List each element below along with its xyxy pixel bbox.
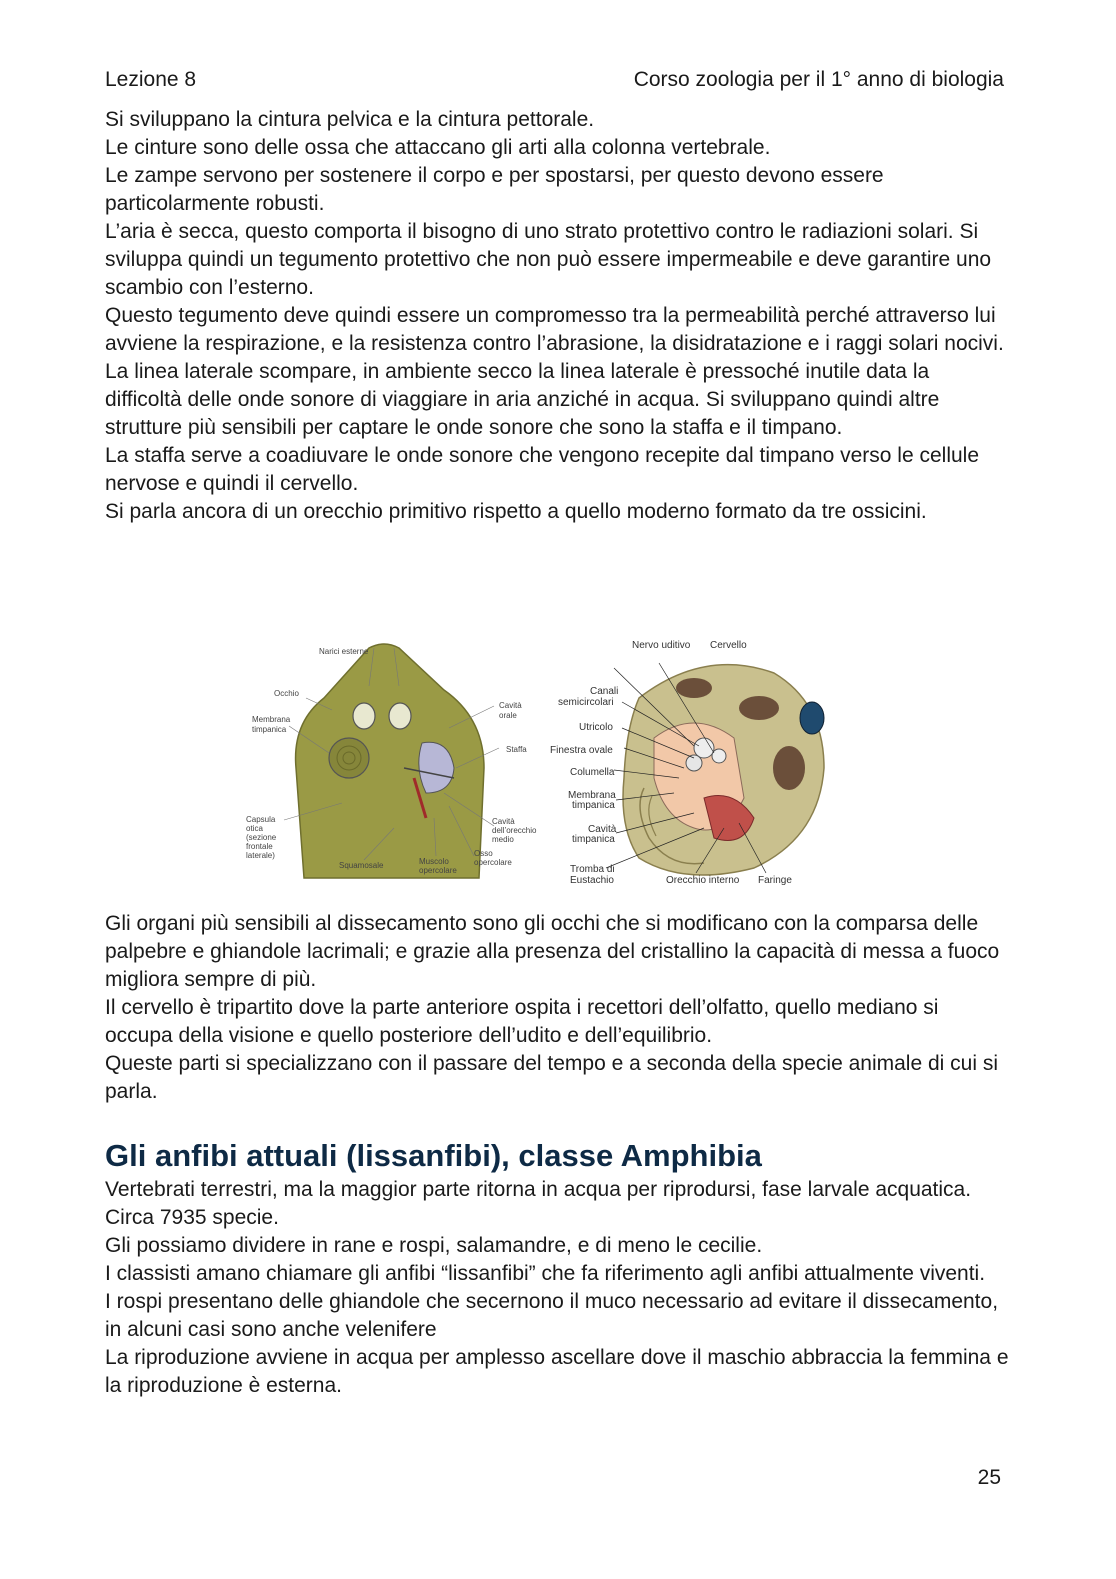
body-text-top: [105, 106, 1010, 526]
body-text-bottom: [105, 1176, 1010, 1400]
label-cavita-orale-l2: orale: [499, 711, 517, 720]
label-utricolo: Utricolo: [579, 722, 613, 733]
paragraph: Vertebrati terrestri, ma la maggior parte ritorna in acqua per riprodursi, fase larvale acquatica. Circa 7935 specie.: [105, 1178, 972, 1229]
label-staffa: Staffa: [506, 745, 527, 754]
paragraph: Le cinture sono delle ossa che attaccano gli arti alla colonna vertebrale.: [105, 136, 771, 159]
label-tromba-l1: Tromba di: [570, 864, 615, 875]
label-capsula-l1: Capsula: [246, 815, 276, 824]
label-muscolo-l1: Muscolo: [419, 857, 449, 866]
label-capsula-l2: otica: [246, 824, 263, 833]
label-squamoso: Squamosale: [339, 861, 384, 870]
label-cavita-l1: Cavità: [588, 824, 617, 835]
label-muscolo-l2: opercolare: [419, 866, 457, 875]
label-membrana-l2: timpanica: [572, 800, 615, 811]
body-text-middle: [105, 910, 1010, 1106]
paragraph: I classisti amano chiamare gli anfibi “lissanfibi” che fa riferimento agli anfibi attualmente viventi.: [105, 1262, 986, 1285]
label-membrana-l2: timpanica: [252, 725, 287, 734]
label-cavita-l2: timpanica: [572, 834, 615, 845]
label-capsula-l3: (sezione: [246, 833, 277, 842]
header-lesson: Lezione 8: [105, 68, 197, 91]
label-cavita-orecchio-l2: dell’orecchio: [492, 826, 537, 835]
paragraph: Gli possiamo dividere in rane e rospi, salamandre, e di meno le cecilie.: [105, 1234, 763, 1257]
paragraph: Il cervello è tripartito dove la parte anteriore ospita i recettori dell’olfatto, quello mediano si occupa della visione e quello posteriore dell’udito e dell’equilibrio.: [105, 996, 939, 1047]
label-faringe: Faringe: [758, 875, 792, 886]
label-capsula-l5: laterale): [246, 851, 275, 860]
label-nervo: Nervo uditivo: [632, 640, 691, 651]
label-orecchio-interno: Orecchio interno: [666, 875, 740, 886]
label-osso-l2: opercolare: [474, 858, 512, 867]
frog-ear-figure: [544, 628, 829, 890]
frog-head-section-figure: [244, 628, 539, 880]
ear-figures: [244, 628, 829, 890]
label-cavita-orale-l1: Cavità: [499, 701, 522, 710]
paragraph: Queste parti si specializzano con il passare del tempo e a seconda della specie animale di cui si parla.: [105, 1052, 998, 1103]
paragraph: Si parla ancora di un orecchio primitivo rispetto a quello moderno formato da tre ossicini.: [105, 500, 927, 523]
paragraph: La linea laterale scompare, in ambiente secco la linea laterale è pressoché inutile data la difficoltà delle onde sonore di viaggiare in aria anziché in acqua. Si sviluppano quindi altre strutture più sensibili per captare le onde sonore che sono la staffa e il timpano.: [105, 360, 940, 439]
paragraph: I rospi presentano delle ghiandole che secernono il muco necessario ad evitare il dissecamento, in alcuni casi sono anche velenifere: [105, 1290, 999, 1341]
paragraph: Le zampe servono per sostenere il corpo e per spostarsi, per questo devono essere particolarmente robusti.: [105, 164, 884, 215]
paragraph: Si sviluppano la cintura pelvica e la cintura pettorale.: [105, 108, 595, 131]
frog-ear-diagram: [544, 628, 829, 890]
label-cervello: Cervello: [710, 640, 747, 651]
label-canali-l1: Canali: [590, 686, 619, 697]
label-canali-l2: semicircolari: [558, 697, 614, 708]
label-columella: Columella: [570, 767, 615, 778]
label-osso-l1: Osso: [474, 849, 493, 858]
label-occhio: Occhio: [274, 689, 299, 698]
page-number: 25: [977, 1466, 1001, 1489]
header-course: Corso zoologia per il 1° anno di biologia: [633, 68, 1004, 91]
label-narici: Narici esterne: [319, 647, 369, 656]
label-membrana-l1: Membrana: [252, 715, 291, 724]
paragraph: Gli organi più sensibili al dissecamento sono gli occhi che si modificano con la comparsa delle palpebre e ghiandole lacrimali; e grazie alla presenza del cristallino la capacità di messa a fuoco migliora sempre di più.: [105, 912, 1000, 991]
label-membrana-l1: Membrana: [568, 790, 616, 801]
paragraph: La staffa serve a coadiuvare le onde sonore che vengono recepite dal timpano verso le cellule nervose e quindi il cervello.: [105, 444, 980, 495]
paragraph: L’aria è secca, questo comporta il bisogno di uno strato protettivo contro le radiazioni solari. Si sviluppa quindi un tegumento protettivo che non può essere impermeabile e deve garantire uno scambio con l’esterno.: [105, 220, 992, 299]
label-capsula-l4: frontale: [246, 842, 273, 851]
paragraph: La riproduzione avviene in acqua per amplesso ascellare dove il maschio abbraccia la femmina e la riproduzione è esterna.: [105, 1346, 1009, 1397]
page-header: [105, 66, 1004, 94]
label-cavita-orecchio-l3: medio: [492, 835, 514, 844]
frog-head-diagram: [244, 628, 539, 880]
label-cavita-orecchio-l1: Cavità: [492, 817, 515, 826]
label-tromba-l2: Eustachio: [570, 875, 614, 886]
paragraph: Questo tegumento deve quindi essere un compromesso tra la permeabilità perché attraverso lui avviene la respirazione, e la resistenza contro l’abrasione, la disidratazione e i raggi solari nocivi.: [105, 304, 1004, 355]
label-finestra: Finestra ovale: [550, 745, 613, 756]
section-heading: Gli anfibi attuali (lissanfibi), classe Amphibia: [105, 1138, 762, 1173]
